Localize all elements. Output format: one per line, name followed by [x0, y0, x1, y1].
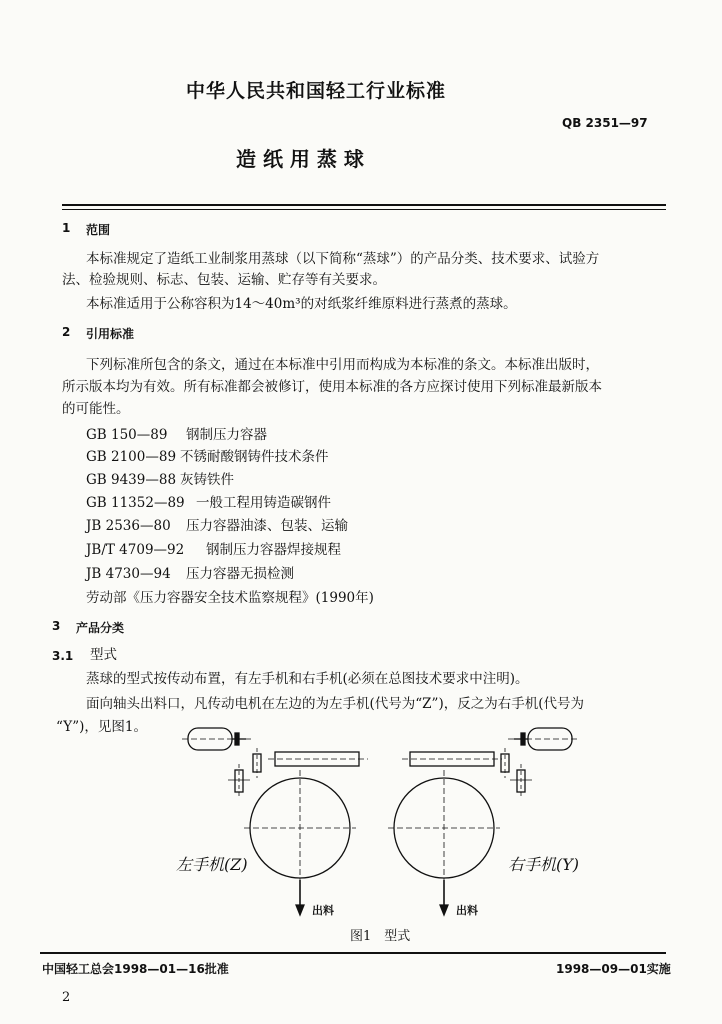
- page-number: 2: [62, 990, 71, 1005]
- section-2-para-1c: 的可能性。: [62, 401, 130, 417]
- ref-name: 压力容器油漆、包装、运输: [186, 518, 348, 534]
- ref-name: 压力容器无损检测: [186, 566, 294, 582]
- ref-name: 灰铸铁件: [180, 472, 234, 488]
- ref-name: 钢制压力容器: [186, 427, 267, 443]
- left-hand-label: 左手机(Z): [176, 855, 248, 874]
- approval-date: 中国轻工总会1998—01—16批准: [42, 962, 229, 976]
- figure-caption: 图1 型式: [350, 929, 411, 944]
- ref-code: GB 2100—89: [86, 449, 177, 465]
- effective-date: 1998—09—01实施: [556, 962, 671, 976]
- labor-regulation-ref: 劳动部《压力容器安全技术监察规程》(1990年): [86, 590, 374, 606]
- ref-name: 钢制压力容器焊接规程: [206, 542, 341, 558]
- ref-code: GB 150—89: [86, 427, 168, 443]
- org-title: 中华人民共和国轻工行业标准: [186, 80, 447, 102]
- outlet-label-left: 出料: [312, 904, 334, 917]
- section-2-para-1b: 所示版本均为有效。所有标准都会被修订，使用本标准的各方应探讨使用下列标准最新版本: [62, 379, 602, 395]
- section-2-title: 引用标准: [86, 327, 135, 341]
- document-title: 造 纸 用 蒸 球: [236, 147, 364, 171]
- section-1-title: 范围: [86, 223, 111, 237]
- section-3-title: 产品分类: [76, 621, 125, 635]
- subsection-3-1-title: 型式: [90, 647, 117, 663]
- ref-code: GB 9439—88: [86, 472, 177, 488]
- ref-name: 不锈耐酸钢铸件技术条件: [180, 449, 329, 465]
- ref-code: GB 11352—89: [86, 495, 185, 511]
- ref-code: JB 4730—94: [86, 566, 171, 582]
- ref-code: JB/T 4709—92: [86, 542, 185, 558]
- ref-name: 一般工程用铸造碳钢件: [196, 495, 331, 511]
- footer-rule: [40, 952, 666, 954]
- section-3-para-1: 蒸球的型式按传动布置，有左手机和右手机(必须在总图技术要求中注明)。: [86, 671, 529, 687]
- right-hand-label: 右手机(Y): [508, 855, 580, 874]
- section-2-number: 2: [62, 325, 71, 339]
- section-1-para-1a: 本标准规定了造纸工业制浆用蒸球（以下简称“蒸球”）的产品分类、技术要求、试验方: [86, 251, 600, 267]
- section-2-para-1a: 下列标准所包含的条文，通过在本标准中引用而构成为本标准的条文。本标准出版时，: [86, 357, 599, 373]
- section-1-para-2: 本标准适用于公称容积为14～40m³的对纸浆纤维原料进行蒸煮的蒸球。: [86, 296, 517, 312]
- outlet-label-right: 出料: [456, 904, 478, 917]
- section-1-para-1b: 法、检验规则、标志、包装、运输、贮存等有关要求。: [62, 272, 386, 288]
- section-3-para-2a: 面向轴头出料口，凡传动电机在左边的为左手机(代号为“Z”)，反之为右手机(代号为: [86, 696, 584, 712]
- section-1-number: 1: [62, 221, 71, 235]
- subsection-3-1-number: 3.1: [52, 649, 74, 663]
- ref-code: JB 2536—80: [86, 518, 171, 534]
- section-3-number: 3: [52, 619, 61, 633]
- section-3-para-2b: “Y”)，见图1。: [56, 719, 147, 735]
- standard-number: QB 2351—97: [562, 116, 648, 130]
